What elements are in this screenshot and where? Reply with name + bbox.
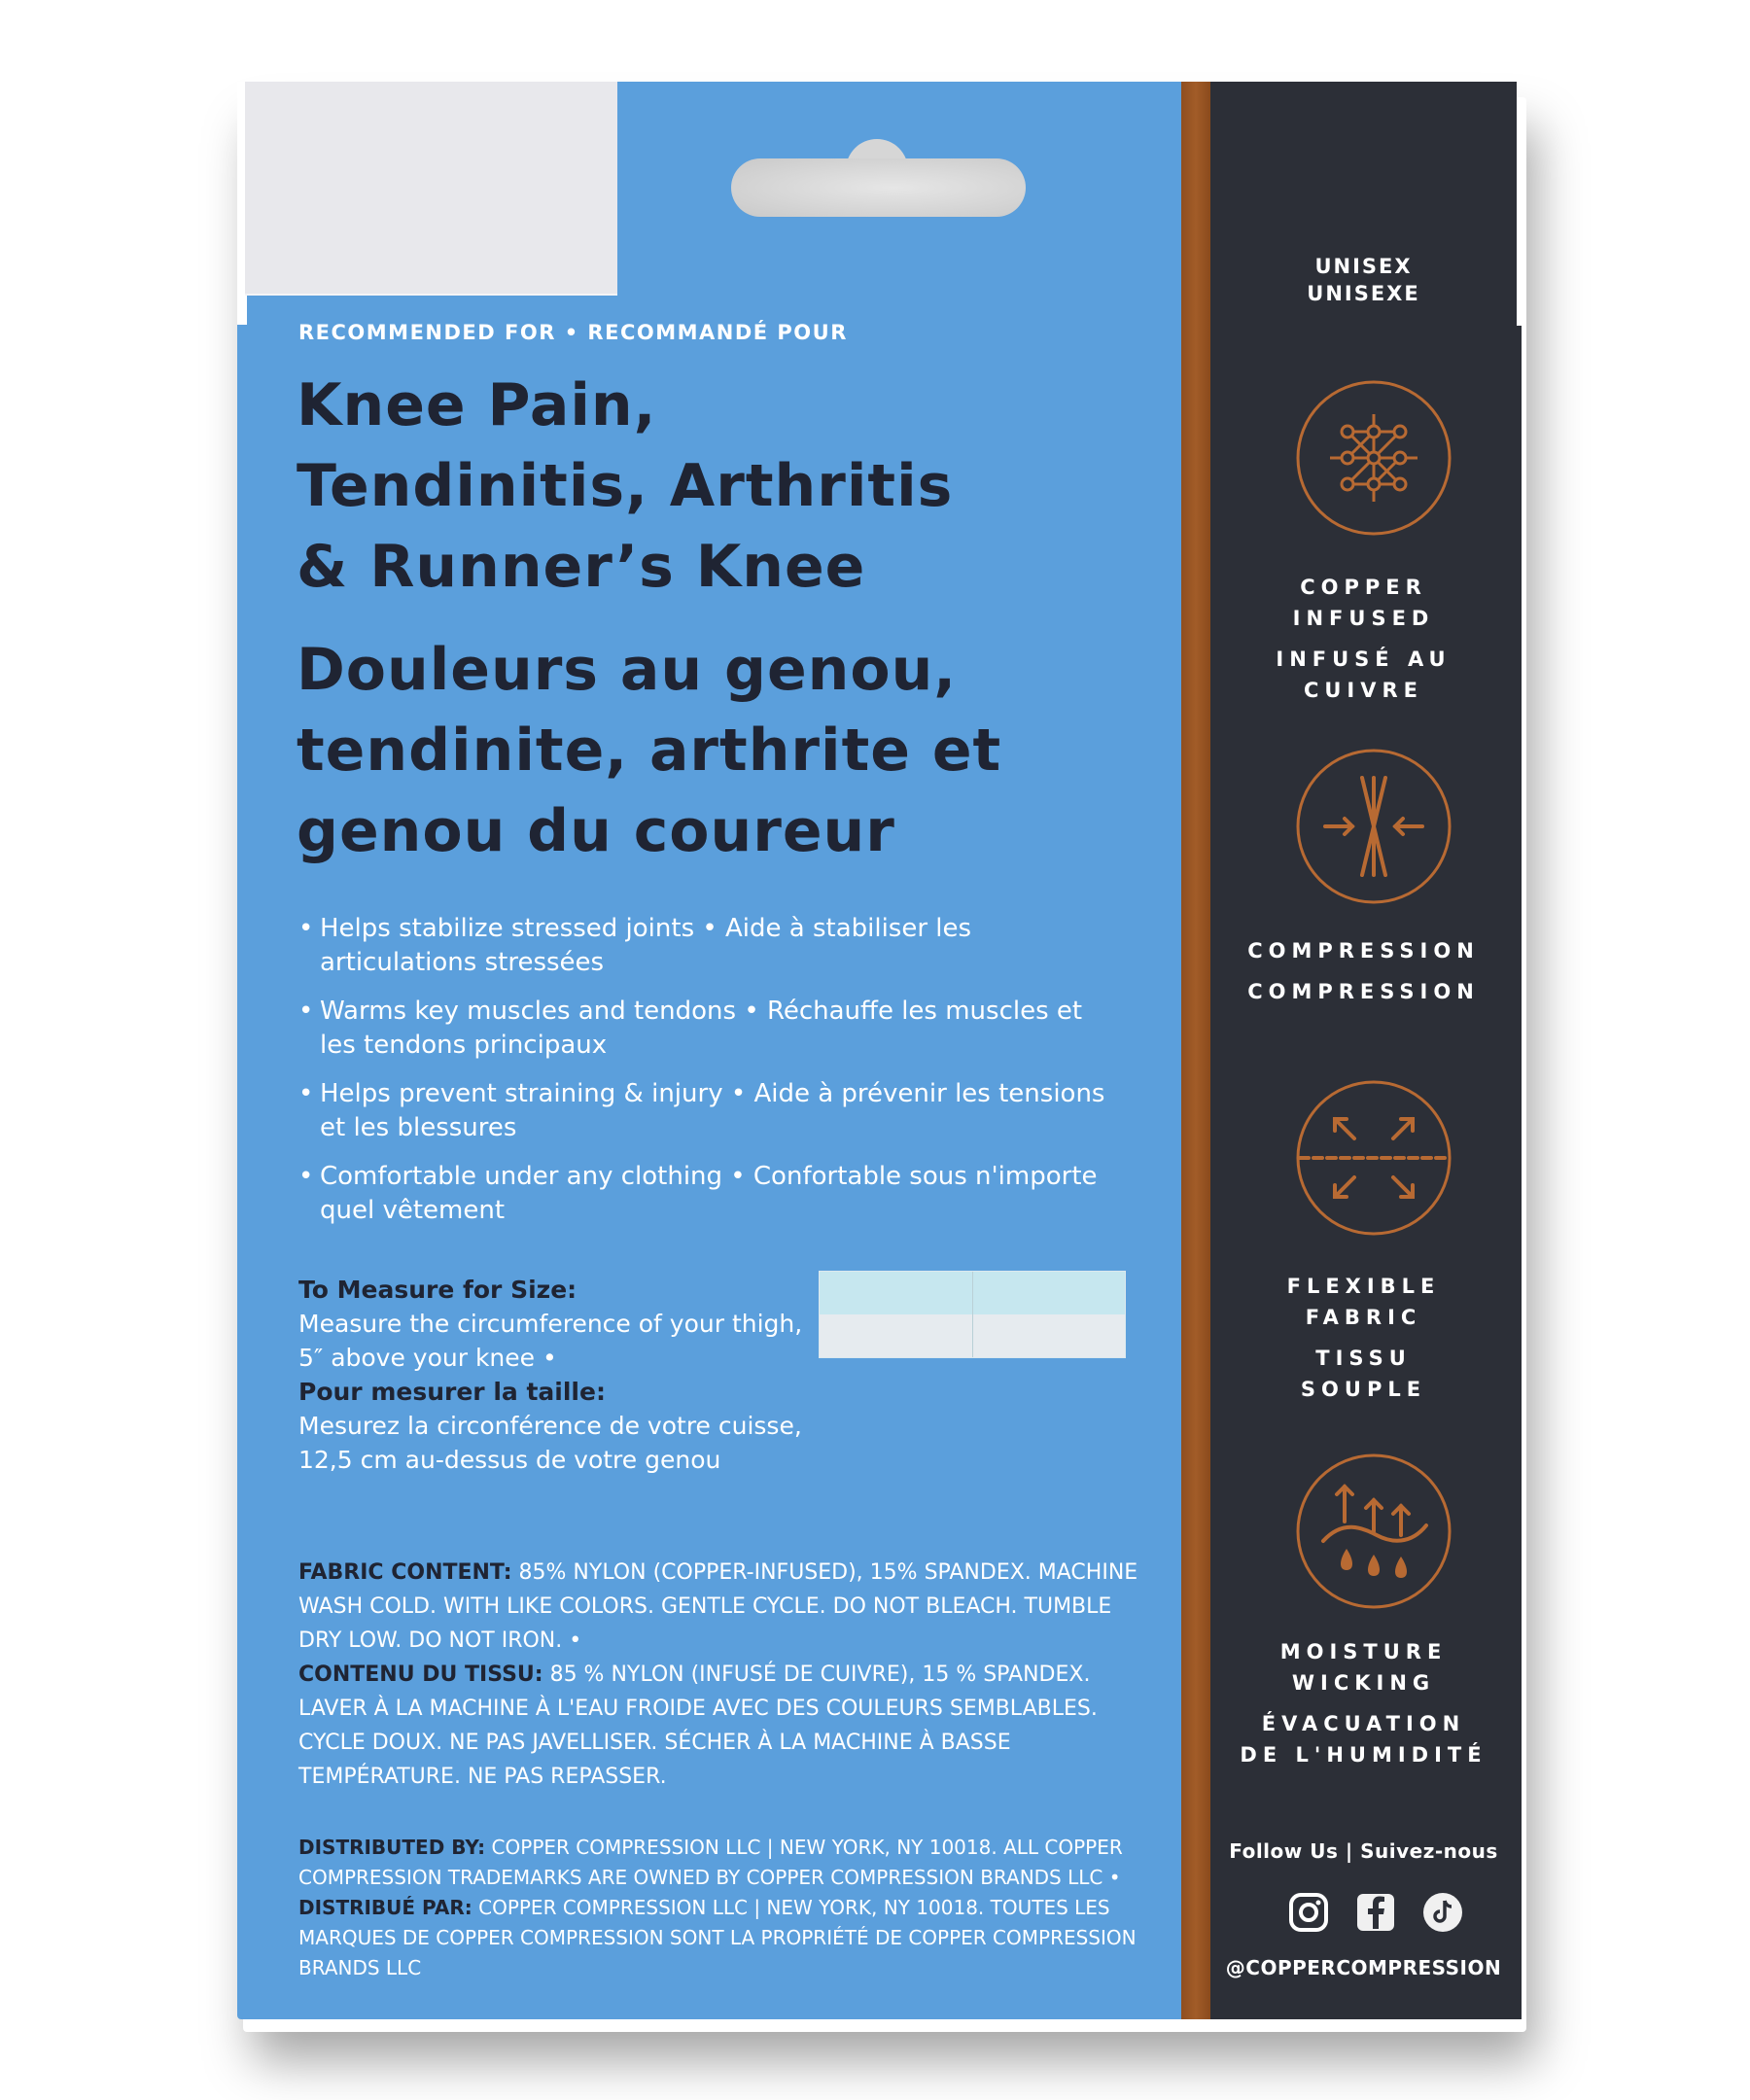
heading-line: Tendinitis, Arthritis xyxy=(297,452,954,520)
heading-english xyxy=(297,366,953,608)
feature-text: FABRIC xyxy=(1305,1306,1422,1329)
distributed-label-en: DISTRIBUTED BY: xyxy=(298,1836,486,1859)
distributed-body-fr: COPPER COMPRESSION LLC | NEW YORK, NY 10018. TOUTES LES MARQUES DE COPPER COMPRESSION SONT LA PROPRIÉTÉ DE COPPER COMPRESSION BRANDS LLC xyxy=(298,1896,1137,1979)
feature-text: MOISTURE xyxy=(1279,1640,1448,1663)
fabric-label-en: FABRIC CONTENT: xyxy=(298,1560,512,1585)
bullet-icon: • xyxy=(298,914,314,943)
tiktok-icon[interactable] xyxy=(1422,1892,1463,1933)
feature-text: CUIVRE xyxy=(1303,679,1424,702)
unisex-en: UNISEX xyxy=(1314,255,1413,278)
heading-french xyxy=(297,630,1001,872)
copper-network-icon xyxy=(1294,378,1453,538)
unisex-label xyxy=(1210,253,1517,307)
feature-text: FLEXIBLE xyxy=(1286,1275,1441,1298)
blank-white-label xyxy=(245,82,617,296)
list-item xyxy=(298,912,1125,980)
unisex-fr: UNISEXE xyxy=(1307,282,1420,305)
benefits-list xyxy=(298,912,1125,1242)
measure-title-en: To Measure for Size: xyxy=(298,1276,578,1304)
feature-text: INFUSED xyxy=(1292,607,1435,630)
feature-text: SOUPLE xyxy=(1300,1378,1427,1401)
instagram-icon[interactable] xyxy=(1288,1892,1329,1933)
heading-line: genou du coureur xyxy=(297,797,895,865)
fabric-care-text xyxy=(298,1556,1154,1794)
fabric-body-en: 85% NYLON (COPPER-INFUSED), 15% SPANDEX. MACHINE WASH COLD. WITH LIKE COLORS. GENTLE CYCLE. DO NOT BLEACH. TUMBLE DRY LOW. DO NOT IRON. • xyxy=(298,1560,1138,1653)
measure-body-en: Measure the circumference of your thigh, 5″ above your knee • xyxy=(298,1310,803,1372)
feature-text: COPPER xyxy=(1300,576,1427,599)
social-handle: @COPPERCOMPRESSION xyxy=(1225,1956,1502,1979)
compression-icon xyxy=(1294,747,1453,906)
feature-text: WICKING xyxy=(1291,1671,1436,1695)
fabric-body-fr: 85 % NYLON (INFUSÉ DE CUIVRE), 15 % SPANDEX. LAVER À LA MACHINE À L'EAU FROIDE AVEC DES COULEURS SEMBLABLES. CYCLE DOUX. NE PAS JAVELLISER. SÉCHER À LA MACHINE À BASSE TEMPÉRATURE. NE PAS REPASSER. xyxy=(298,1662,1098,1789)
moisture-wicking-icon xyxy=(1294,1452,1453,1611)
feature-text: ÉVACUATION xyxy=(1261,1712,1466,1735)
distributed-label-fr: DISTRIBUÉ PAR: xyxy=(298,1896,472,1919)
flexible-stretch-icon xyxy=(1294,1078,1453,1238)
follow-us-label: Follow Us | Suivez-nous xyxy=(1229,1839,1498,1863)
feature-label-flexible-fabric xyxy=(1210,1271,1517,1405)
feature-text: COMPRESSION xyxy=(1247,980,1480,1003)
feature-text: TISSU xyxy=(1315,1347,1412,1370)
facebook-icon[interactable] xyxy=(1355,1892,1396,1933)
heading-line: Douleurs au genou, xyxy=(297,636,958,704)
copper-stripe xyxy=(1181,82,1210,2019)
feature-text: DE L'HUMIDITÉ xyxy=(1240,1743,1488,1767)
measure-body-fr: Mesurez la circonférence de votre cuisse, 12,5 cm au-dessus de votre genou xyxy=(298,1412,802,1474)
heading-line: tendinite, arthrite et xyxy=(297,717,1002,785)
bullet-icon: • xyxy=(298,1162,314,1191)
feature-text: COMPRESSION xyxy=(1247,939,1480,962)
feature-label-copper-infused xyxy=(1210,572,1517,706)
list-item-text: Warms key muscles and tendons • Réchauffe les muscles et les tendons principaux xyxy=(320,997,1083,1060)
recommended-for-label: RECOMMENDED FOR • RECOMMANDÉ POUR xyxy=(298,321,848,344)
measure-instructions xyxy=(298,1273,804,1477)
heading-line: & Runner’s Knee xyxy=(297,533,866,601)
list-item xyxy=(298,1077,1125,1145)
heading-line: Knee Pain, xyxy=(297,371,657,439)
size-chart-cell xyxy=(820,1272,972,1357)
list-item-text: Comfortable under any clothing • Confortable sous n'importe quel vêtement xyxy=(320,1162,1098,1225)
feature-label-moisture-wicking xyxy=(1210,1636,1517,1770)
bullet-icon: • xyxy=(298,997,314,1026)
list-item xyxy=(298,1160,1125,1228)
measure-title-fr: Pour mesurer la taille: xyxy=(298,1378,606,1406)
size-chart-sticker xyxy=(819,1271,1126,1358)
social-icons xyxy=(1288,1890,1463,1935)
list-item-text: Helps prevent straining & injury • Aide à prévenir les tensions et les blessures xyxy=(320,1079,1105,1142)
distributed-body-en: COPPER COMPRESSION LLC | NEW YORK, NY 10018. ALL COPPER COMPRESSION TRADEMARKS ARE OWNED BY COPPER COMPRESSION BRANDS LLC • xyxy=(298,1836,1123,1889)
distributor-text xyxy=(298,1833,1154,1983)
feature-text: INFUSÉ AU xyxy=(1276,648,1452,671)
bullet-icon: • xyxy=(298,1079,314,1108)
hang-hole xyxy=(731,158,1026,217)
size-chart-cell xyxy=(972,1272,1126,1357)
feature-label-compression xyxy=(1210,935,1517,1007)
fabric-label-fr: CONTENU DU TISSU: xyxy=(298,1662,543,1687)
list-item xyxy=(298,995,1125,1063)
list-item-text: Helps stabilize stressed joints • Aide à stabiliser les articulations stressées xyxy=(320,914,972,977)
